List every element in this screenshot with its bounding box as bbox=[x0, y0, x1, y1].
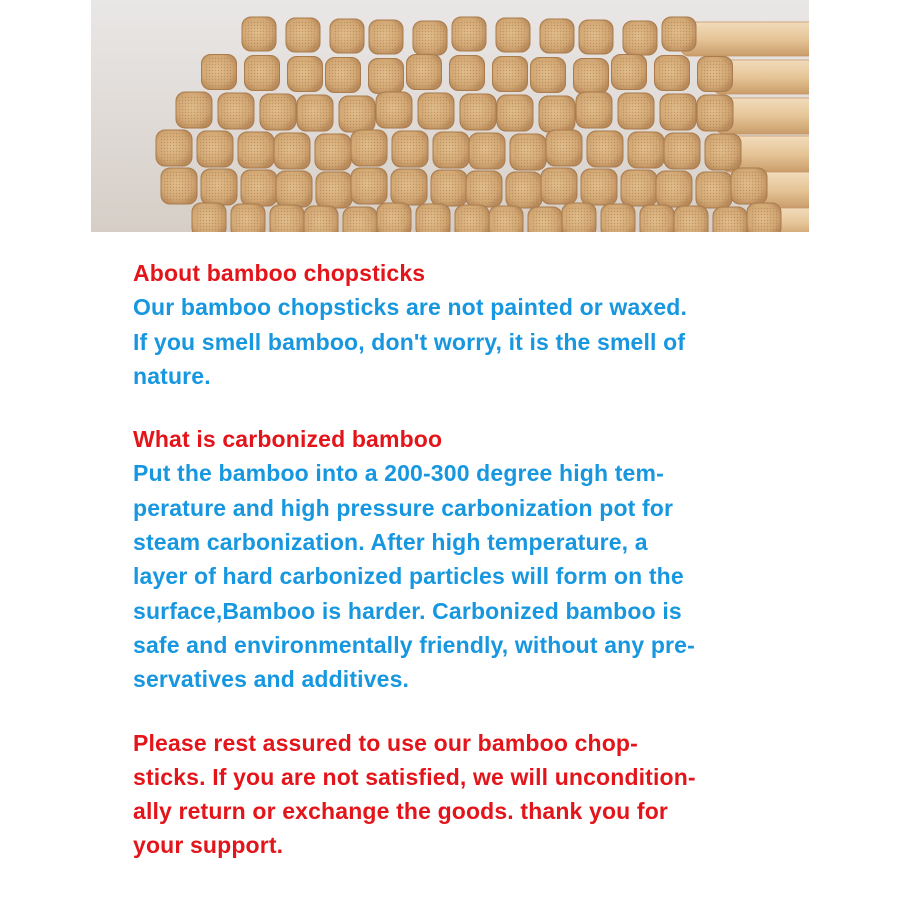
chopstick-end bbox=[433, 132, 469, 168]
chopstick-end bbox=[705, 134, 741, 170]
chopstick-end bbox=[452, 17, 486, 51]
guarantee-line: ally return or exchange the goods. thank you for bbox=[133, 798, 669, 825]
chopstick-end bbox=[297, 95, 333, 131]
chopstick-end bbox=[623, 21, 657, 55]
chopstick-end bbox=[201, 169, 237, 205]
chopstick-end bbox=[528, 207, 562, 232]
section-heading: About bamboo chopsticks bbox=[133, 260, 426, 286]
chopstick-end bbox=[656, 171, 692, 207]
section-body-line: layer of hard carbonized particles will form on the bbox=[133, 563, 684, 590]
chopstick-end bbox=[579, 20, 613, 54]
chopstick-end bbox=[156, 130, 192, 166]
chopstick-end bbox=[161, 168, 197, 204]
chopstick-end bbox=[731, 168, 767, 204]
chopstick-end bbox=[431, 170, 467, 206]
chopstick-end bbox=[231, 204, 265, 232]
chopstick-end bbox=[218, 93, 254, 129]
guarantee-line: your support. bbox=[133, 832, 284, 859]
chopstick-end bbox=[655, 56, 690, 91]
chopstick-end bbox=[497, 95, 533, 131]
section-guarantee bbox=[133, 726, 793, 863]
chopstick-end bbox=[460, 94, 496, 130]
chopstick-end bbox=[330, 19, 364, 53]
chopstick-end bbox=[696, 172, 732, 208]
chopstick-end bbox=[455, 205, 489, 232]
chopstick-end bbox=[192, 203, 226, 232]
chopstick-end bbox=[618, 93, 654, 129]
section-body-line: safe and environmentally friendly, without any pre- bbox=[133, 631, 695, 658]
chopstick-end bbox=[176, 92, 212, 128]
section-body-line: steam carbonization. After high temperature, a bbox=[133, 529, 648, 556]
chopstick-end bbox=[531, 58, 566, 93]
section-body-line: perature and high pressure carbonization pot for bbox=[133, 494, 674, 521]
chopstick-end bbox=[418, 93, 454, 129]
chopstick-end bbox=[466, 171, 502, 207]
section-body-line: If you smell bamboo, don't worry, it is the smell of bbox=[133, 328, 686, 355]
bamboo-chopsticks-photo bbox=[91, 0, 809, 232]
chopstick-end bbox=[450, 56, 485, 91]
chopstick-end bbox=[276, 171, 312, 207]
chopstick-end bbox=[369, 20, 403, 54]
chopstick-end bbox=[197, 131, 233, 167]
chopstick-end bbox=[304, 206, 338, 232]
chopstick-end bbox=[286, 18, 320, 52]
chopstick-end bbox=[640, 205, 674, 232]
chopstick-end bbox=[274, 133, 310, 169]
chopstick-end bbox=[343, 207, 377, 232]
chopstick-end bbox=[391, 169, 427, 205]
chopstick-end bbox=[539, 96, 575, 132]
chopstick-end bbox=[674, 206, 708, 232]
chopstick-end bbox=[392, 131, 428, 167]
chopstick-end bbox=[540, 19, 574, 53]
chopstick-end bbox=[662, 17, 696, 51]
chopstick-end bbox=[407, 55, 442, 90]
chopstick-end bbox=[621, 170, 657, 206]
guarantee-line: sticks. If you are not satisfied, we will uncondition- bbox=[133, 763, 696, 790]
chopstick-end bbox=[496, 18, 530, 52]
chopstick-end bbox=[316, 172, 352, 208]
chopstick-end bbox=[242, 17, 276, 51]
chopstick-end bbox=[697, 95, 733, 131]
section-carbonized bbox=[133, 422, 793, 696]
chopstick-end bbox=[576, 92, 612, 128]
chopstick-end bbox=[587, 131, 623, 167]
chopstick-end bbox=[326, 58, 361, 93]
chopstick-end bbox=[581, 169, 617, 205]
section-body-line: Our bamboo chopsticks are not painted or waxed. bbox=[133, 294, 688, 321]
chopstick-end bbox=[339, 96, 375, 132]
section-body-line: nature. bbox=[133, 362, 211, 389]
chopstick-end bbox=[202, 55, 237, 90]
description-text bbox=[133, 256, 793, 863]
chopstick-end bbox=[660, 94, 696, 130]
chopstick-end bbox=[506, 172, 542, 208]
chopstick-end bbox=[601, 204, 635, 232]
chopstick-end bbox=[612, 55, 647, 90]
chopstick-shaft bbox=[681, 22, 809, 56]
chopstick-end bbox=[713, 207, 747, 232]
chopstick-end bbox=[562, 203, 596, 232]
chopstick-end bbox=[664, 133, 700, 169]
chopstick-end bbox=[493, 57, 528, 92]
chopstick-end bbox=[541, 168, 577, 204]
chopstick-end bbox=[628, 132, 664, 168]
chopstick-end bbox=[469, 133, 505, 169]
chopstick-end bbox=[241, 170, 277, 206]
chopsticks-illustration bbox=[91, 0, 809, 232]
section-body-line: surface,Bamboo is harder. Carbonized bamboo is bbox=[133, 597, 682, 624]
chopstick-end bbox=[747, 203, 781, 232]
section-heading: What is carbonized bamboo bbox=[133, 426, 443, 453]
section-body-line: servatives and additives. bbox=[133, 666, 410, 693]
chopstick-end bbox=[288, 57, 323, 92]
chopstick-end bbox=[315, 134, 351, 170]
chopstick-end bbox=[377, 203, 411, 232]
chopstick-end bbox=[546, 130, 582, 166]
chopstick-end bbox=[351, 130, 387, 166]
chopstick-end bbox=[574, 59, 609, 94]
chopstick-end bbox=[376, 92, 412, 128]
chopstick-end bbox=[270, 205, 304, 232]
section-body-line: Put the bamboo into a 200-300 degree high tem- bbox=[133, 460, 664, 487]
chopstick-end bbox=[369, 59, 404, 94]
chopstick-end bbox=[245, 56, 280, 91]
chopstick-end bbox=[238, 132, 274, 168]
chopstick-end bbox=[698, 57, 733, 92]
chopstick-end bbox=[351, 168, 387, 204]
chopstick-end bbox=[489, 206, 523, 232]
section-about bbox=[133, 256, 793, 393]
guarantee-line: Please rest assured to use our bamboo chop- bbox=[133, 729, 638, 756]
chopstick-end bbox=[260, 94, 296, 130]
chopstick-end bbox=[416, 204, 450, 232]
chopstick-end bbox=[510, 134, 546, 170]
chopstick-end bbox=[413, 21, 447, 55]
